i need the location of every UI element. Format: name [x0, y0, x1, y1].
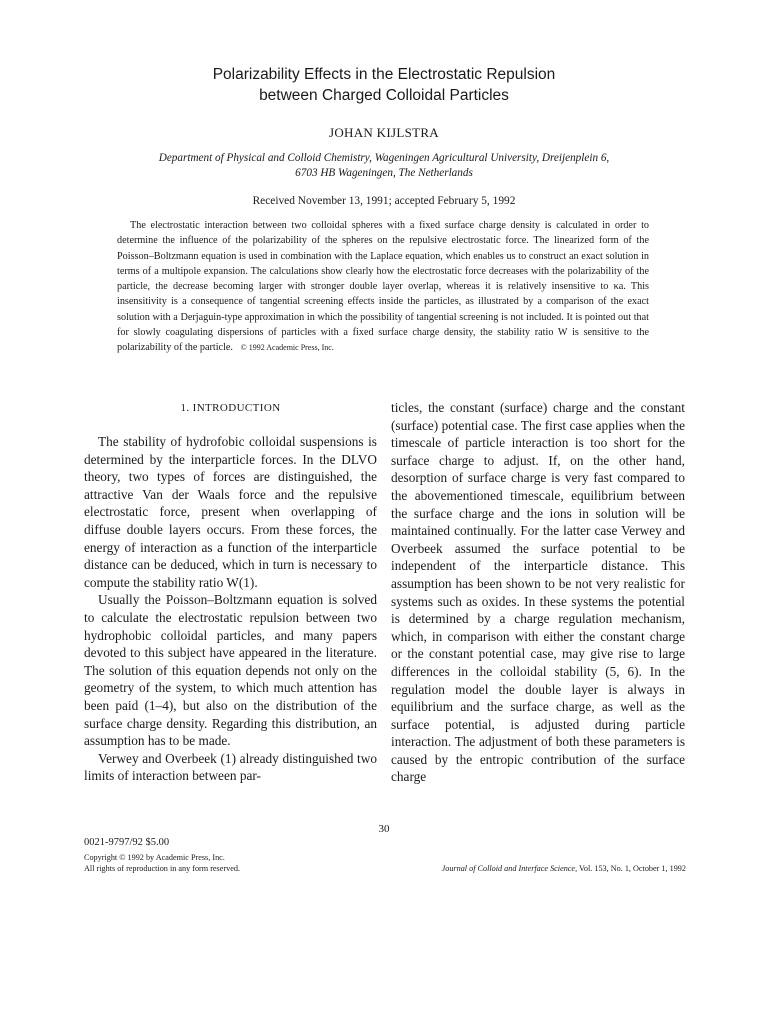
intro-paragraph-1: The stability of hydrofobic colloidal suspensions is determined by the interparticle forces. In the DLVO theory, two types of forces are distinguished, the attractive Van der Waals force and the repulsive electrostatic force, present when overlapping of diffuse double layers occurs. From these forces, the energy of interaction as a function of the interparticle distance can be deduced, which in turn is necessary to compute the stability ratio W(1).	[84, 434, 377, 590]
intro-paragraph-3: Verwey and Overbeek (1) already distinguished two limits of interaction between par-	[84, 750, 377, 784]
title-line-1: Polarizability Effects in the Electrostatic Repulsion	[212, 66, 556, 83]
journal-citation	[388, 864, 686, 873]
paper-title	[84, 64, 684, 106]
copyright-line-2: All rights of reproduction in any form reserved.	[84, 863, 240, 873]
journal-name: Journal of Colloid and Interface Science,	[441, 864, 578, 873]
journal-issue: Vol. 153, No. 1, October 1, 1992	[579, 864, 686, 873]
page-number: 30	[378, 823, 390, 835]
abstract-copyright: © 1992 Academic Press, Inc.	[240, 343, 334, 353]
title-line-2: between Charged Colloidal Particles	[259, 87, 509, 104]
affiliation-line-2: 6703 HB Wageningen, The Netherlands	[295, 167, 473, 179]
issn-price: 0021-9797/92 $5.00	[84, 837, 170, 848]
abstract	[117, 218, 649, 356]
affiliation-line-1: Department of Physical and Colloid Chemistry, Wageningen Agricultural University, Dreijenplein 6,	[158, 152, 610, 164]
intro-paragraph-2: Usually the Poisson–Boltzmann equation is solved to calculate the electrostatic repulsion between two hydrophobic colloidal particles, and many papers devoted to this subject have appeared in the literature. The solution of this equation depends not only on the geometry of the system, to which much attention has been paid (1–4), but also on the distribution of the surface charge density. Regarding this distribution, an assumption has to be made.	[84, 592, 377, 749]
copyright-line-1: Copyright © 1992 by Academic Press, Inc.	[84, 853, 225, 862]
author-affiliation	[100, 151, 668, 181]
author-name: JOHAN KIJLSTRA	[328, 125, 439, 140]
section-heading-introduction: 1. INTRODUCTION	[180, 402, 281, 414]
left-column	[84, 433, 377, 785]
received-dates: Received November 13, 1991; accepted February 5, 1992	[252, 195, 516, 207]
abstract-text: The electrostatic interaction between two colloidal spheres with a fixed surface charge density is calculated in order to determine the influence of the polarizability of the spheres on the repulsive electrostatic force. The linearized form of the Poisson–Boltzmann equation is used in combination with the Laplace equation, which enables us to construct an exact solution in terms of a multipole expansion. The calculations show clearly how the electrostatic force decreases with the polarizability of the particle, the decrease becoming larger with stronger double layer overlap, whereas it is relatively insensitive to κa. This insensitivity is a consequence of tangential screening effects inside the particles, as illustrated by a comparison of the exact solution with a Derjaguin-type approximation in which the possibility of tangential screening is not included. It is pointed out that for slowly coagulating dispersions of particles with a fixed surface charge density, the stability ratio W is sensitive to the polarizability of the particle.	[117, 220, 649, 354]
right-column	[391, 399, 685, 786]
copyright-notice	[84, 853, 240, 874]
intro-paragraph-3-continued: ticles, the constant (surface) charge and the constant (surface) potential case. The first case applies when the timescale of particle interaction is too short for the surface charge to adjust. If, on the other hand, desorption of surface charge is very fast compared to the abovementioned timescale, equilibrium between the surface charge and the ions in solution will be maintained continually. For the latter case Verwey and Overbeek assumed the surface potential to be independent of the interparticle distance. This assumption has been shown to be not very realistic for systems such as oxides. In these systems the potential is determined by a charge regulation mechanism, which, in comparison with either the constant charge or the constant potential case, may give rise to large differences in the colloidal stability (5, 6). In the regulation model the double layer is always in equilibrium and the surface charge, as well as the surface potential, is adjusted during particle interaction. The adjustment of both these parameters is caused by the entropic contribution of the surface charge	[391, 400, 686, 785]
